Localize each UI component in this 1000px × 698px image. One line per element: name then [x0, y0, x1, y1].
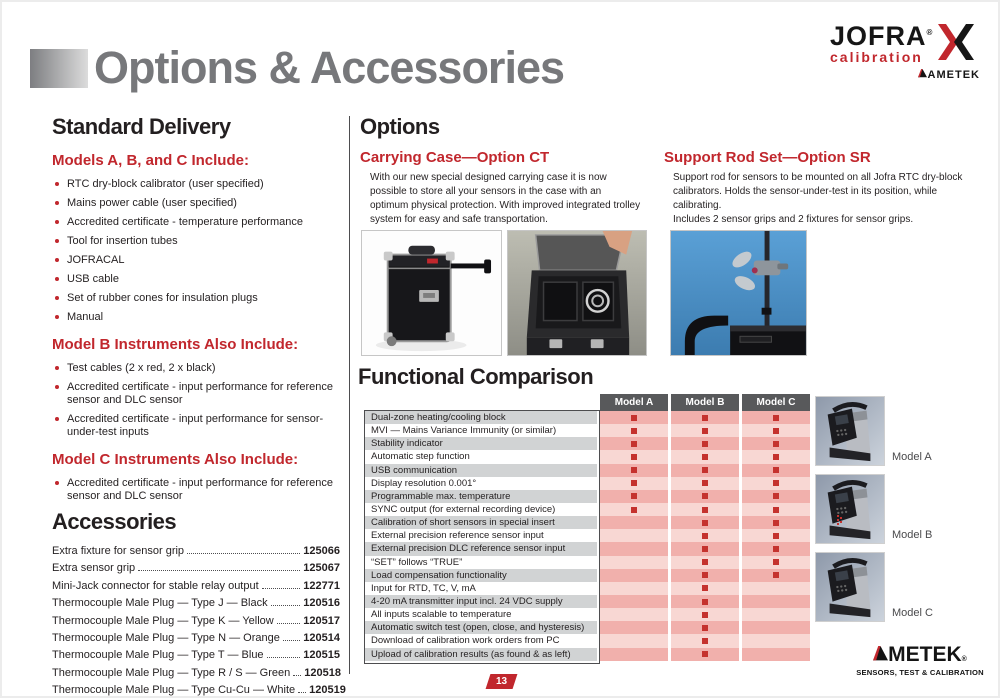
accessory-label: Extra fixture for sensor grip — [52, 545, 185, 557]
comparison-row — [365, 411, 810, 424]
feature-label: All inputs scalable to temperature — [365, 608, 597, 621]
carrying-case-closed-photo — [361, 230, 502, 356]
bullet-icon — [55, 258, 59, 262]
feature-cell — [600, 424, 668, 437]
feature-cell — [742, 569, 810, 582]
feature-cell — [600, 608, 668, 621]
accessories-heading: Accessories — [52, 509, 177, 534]
include-list — [52, 362, 340, 439]
dotted-leader — [187, 545, 300, 554]
comparison-row — [365, 464, 810, 477]
feature-cell — [600, 477, 668, 490]
feature-present-icon — [702, 441, 708, 447]
feature-present-icon — [702, 533, 708, 539]
comparison-row — [365, 648, 810, 661]
comparison-row — [365, 516, 810, 529]
ametek-triangle-icon — [918, 69, 927, 81]
bullet-icon — [55, 481, 59, 485]
feature-cell — [671, 529, 739, 542]
feature-present-icon — [773, 546, 779, 552]
jofra-logo-sub: calibration — [830, 49, 923, 65]
feature-present-icon — [631, 428, 637, 434]
feature-cell — [671, 648, 739, 661]
feature-cell — [742, 411, 810, 424]
registered-mark: ® — [961, 656, 967, 663]
dotted-leader — [262, 580, 301, 589]
dotted-leader — [283, 632, 300, 641]
feature-present-icon — [702, 612, 708, 618]
list-item-text: Set of rubber cones for insulation plugs — [67, 292, 258, 304]
feature-label: Automatic switch test (open, close, and hysteresis) — [365, 621, 597, 634]
list-item — [52, 235, 340, 248]
bullet-icon — [55, 417, 59, 421]
feature-present-icon — [702, 546, 708, 552]
support-rod-text-line1: Support rod for sensors to be mounted on all Jofra RTC dry-block calibrators. Holds the sensor-under-test in its position, while calibrating. — [673, 172, 963, 211]
model-photo-label: Model B — [892, 529, 933, 541]
comparison-row — [365, 595, 810, 608]
feature-cell — [600, 450, 668, 463]
accessory-part-number: 120517 — [303, 614, 340, 627]
feature-cell — [600, 621, 668, 634]
jofra-ametek-text: AMETEK — [927, 69, 980, 81]
feature-label: Display resolution 0.001° — [365, 477, 597, 490]
ametek-brand-text: METEK — [888, 643, 962, 666]
feature-cell — [742, 634, 810, 647]
carrying-case-heading: Carrying Case—Option CT — [360, 149, 550, 166]
feature-label: External precision DLC reference sensor input — [365, 542, 597, 555]
accessory-row — [52, 684, 346, 697]
model-photo-block — [815, 474, 995, 544]
list-item-text: Accredited certificate - temperature performance — [67, 216, 303, 228]
comparison-row — [365, 569, 810, 582]
feature-cell — [742, 516, 810, 529]
comparison-table-header — [365, 394, 810, 411]
comparison-row — [365, 621, 810, 634]
feature-cell — [742, 464, 810, 477]
model-photo-block — [815, 396, 995, 466]
accessory-row — [52, 597, 340, 609]
ametek-footer-logo — [845, 643, 995, 677]
model-b-connector-icons — [837, 515, 839, 517]
feature-present-icon — [631, 480, 637, 486]
feature-label: MVI — Mains Variance Immunity (or similar) — [365, 424, 597, 437]
feature-present-icon — [631, 467, 637, 473]
feature-cell — [742, 477, 810, 490]
comparison-row — [365, 556, 810, 569]
list-item-text: RTC dry-block calibrator (user specified) — [67, 178, 264, 190]
feature-cell — [600, 595, 668, 608]
feature-cell — [742, 529, 810, 542]
feature-present-icon — [773, 520, 779, 526]
standard-delivery-groups — [52, 152, 340, 503]
jofra-double-chevron-icon — [938, 22, 974, 67]
feature-cell — [600, 648, 668, 661]
include-group-heading: Models A, B, and C Include: — [52, 152, 249, 169]
feature-cell — [671, 464, 739, 477]
rtc-calibrator-photo — [815, 552, 885, 622]
comparison-row — [365, 542, 810, 555]
list-item — [52, 216, 340, 229]
feature-cell — [671, 542, 739, 555]
column-header-spacer — [365, 394, 597, 411]
support-rod-photo — [670, 230, 807, 356]
feature-present-icon — [702, 415, 708, 421]
feature-present-icon — [702, 559, 708, 565]
feature-cell — [600, 556, 668, 569]
bullet-icon — [55, 385, 59, 389]
comparison-row — [365, 437, 810, 450]
feature-present-icon — [702, 651, 708, 657]
feature-present-icon — [773, 454, 779, 460]
feature-cell — [600, 464, 668, 477]
feature-cell — [600, 542, 668, 555]
accessory-label: Mini-Jack connector for stable relay output — [52, 579, 259, 592]
include-list — [52, 178, 340, 324]
accessory-label: Thermocouple Male Plug — Type Cu-Cu — White — [52, 684, 296, 697]
comparison-row — [365, 477, 810, 490]
jofra-logo-name: JOFRA — [830, 21, 927, 51]
ametek-tagline: SENSORS, TEST & CALIBRATION — [856, 668, 984, 677]
dotted-leader — [293, 667, 301, 676]
feature-label: External precision reference sensor input — [365, 529, 597, 542]
list-item — [52, 477, 340, 503]
options-heading: Options — [360, 114, 440, 139]
accessory-part-number: 120516 — [303, 597, 340, 610]
feature-present-icon — [631, 415, 637, 421]
column-header: Model B — [671, 394, 739, 411]
feature-present-icon — [773, 428, 779, 434]
feature-label: Calibration of short sensors in special insert — [365, 516, 597, 529]
accessory-row — [52, 615, 340, 627]
feature-cell — [742, 490, 810, 503]
comparison-row — [365, 424, 810, 437]
feature-cell — [671, 477, 739, 490]
bullet-icon — [55, 239, 59, 243]
rtc-calibrator-photo — [815, 396, 885, 466]
feature-cell — [600, 582, 668, 595]
accessory-label: Thermocouple Male Plug — Type N — Orange — [52, 631, 280, 644]
feature-cell — [671, 437, 739, 450]
include-list — [52, 477, 340, 503]
feature-present-icon — [773, 493, 779, 499]
page-number: 13 — [495, 676, 508, 687]
feature-present-icon — [631, 507, 637, 513]
accessories-list — [52, 545, 346, 697]
feature-cell — [742, 595, 810, 608]
comparison-row — [365, 582, 810, 595]
comparison-table — [365, 394, 810, 661]
accessory-part-number: 120519 — [309, 684, 346, 697]
feature-present-icon — [702, 467, 708, 473]
comparison-row — [365, 608, 810, 621]
bullet-icon — [55, 296, 59, 300]
feature-present-icon — [773, 507, 779, 513]
list-item — [52, 311, 340, 324]
feature-label: Programmable max. temperature — [365, 490, 597, 503]
feature-cell — [671, 450, 739, 463]
feature-present-icon — [773, 467, 779, 473]
jofra-logo — [830, 20, 980, 81]
list-item — [52, 362, 340, 375]
list-item — [52, 381, 340, 407]
column-header: Model A — [600, 394, 668, 411]
feature-present-icon — [702, 520, 708, 526]
feature-present-icon — [702, 480, 708, 486]
comparison-row — [365, 503, 810, 516]
feature-cell — [671, 595, 739, 608]
accessory-label: Thermocouple Male Plug — Type R / S — Green — [52, 666, 291, 679]
list-item — [52, 197, 340, 210]
feature-cell — [671, 556, 739, 569]
feature-cell — [671, 569, 739, 582]
list-item-text: Accredited certificate - input performance for reference sensor and DLC sensor — [67, 381, 333, 406]
feature-cell — [742, 608, 810, 621]
feature-cell — [742, 542, 810, 555]
carrying-case-text: With our new special designed carrying case it is now possible to store all your sensors in the case with an optimum physical protection. With improved integrated trolley system for easy and safe transportation. — [370, 172, 641, 225]
feature-present-icon — [631, 441, 637, 447]
accessory-row — [52, 580, 340, 592]
dotted-leader — [267, 649, 301, 658]
feature-present-icon — [773, 533, 779, 539]
feature-label: Load compensation functionality — [365, 569, 597, 582]
feature-cell — [600, 529, 668, 542]
feature-present-icon — [631, 493, 637, 499]
column-divider — [349, 116, 350, 674]
list-item-text: USB cable — [67, 273, 119, 285]
feature-cell — [600, 516, 668, 529]
support-rod-text — [673, 171, 965, 227]
accessory-part-number: 120518 — [304, 666, 341, 679]
list-item-text: Tool for insertion tubes — [67, 235, 178, 247]
accessory-label: Thermocouple Male Plug — Type K — Yellow — [52, 614, 274, 627]
list-item — [52, 413, 340, 439]
feature-label: Input for RTD, TC, V, mA — [365, 582, 597, 595]
feature-cell — [742, 437, 810, 450]
support-rod-text-line2: Includes 2 sensor grips and 2 fixtures for sensor grips. — [673, 214, 914, 225]
feature-label: 4-20 mA transmitter input incl. 24 VDC supply — [365, 595, 597, 608]
feature-present-icon — [702, 454, 708, 460]
feature-cell — [671, 424, 739, 437]
list-item-text: Test cables (2 x red, 2 x black) — [67, 362, 216, 374]
feature-present-icon — [773, 441, 779, 447]
comparison-table-body — [365, 411, 810, 661]
list-item-text: Mains power cable (user specified) — [67, 197, 237, 209]
list-item-text: Manual — [67, 311, 104, 323]
dotted-leader — [271, 597, 301, 606]
standard-delivery-heading: Standard Delivery — [52, 114, 231, 139]
bullet-icon — [55, 366, 59, 370]
feature-cell — [600, 490, 668, 503]
list-item-text: Accredited certificate - input performance for sensor-under-test inputs — [67, 413, 324, 438]
feature-present-icon — [702, 625, 708, 631]
feature-cell — [742, 582, 810, 595]
feature-present-icon — [702, 585, 708, 591]
list-item-text: Accredited certificate - input performance for reference sensor and DLC sensor — [67, 477, 333, 502]
left-column — [52, 114, 346, 698]
dotted-leader — [138, 562, 300, 571]
title-accent-bar — [30, 49, 88, 88]
accessory-part-number: 122771 — [303, 579, 340, 592]
functional-comparison-heading: Functional Comparison — [358, 364, 594, 389]
feature-cell — [671, 503, 739, 516]
comparison-row — [365, 529, 810, 542]
accessory-part-number: 120515 — [303, 649, 340, 662]
feature-label: Download of calibration work orders from PC — [365, 634, 597, 647]
accessory-part-number: 125067 — [303, 562, 340, 575]
bullet-icon — [55, 182, 59, 186]
list-item — [52, 178, 340, 191]
feature-present-icon — [773, 572, 779, 578]
feature-present-icon — [702, 638, 708, 644]
feature-cell — [742, 621, 810, 634]
column-header: Model C — [742, 394, 810, 411]
feature-cell — [671, 490, 739, 503]
bullet-icon — [55, 315, 59, 319]
feature-label: Automatic step function — [365, 450, 597, 463]
feature-cell — [671, 621, 739, 634]
page-number-badge — [486, 674, 518, 689]
feature-present-icon — [773, 415, 779, 421]
feature-label: Upload of calibration results (as found & as left) — [365, 648, 597, 661]
model-photo-column — [815, 396, 995, 630]
accessory-row — [52, 667, 340, 679]
accessory-row — [52, 649, 340, 661]
feature-label: “SET” follows “TRUE” — [365, 556, 597, 569]
feature-cell — [600, 437, 668, 450]
registered-mark: ® — [926, 28, 934, 37]
rtc-calibrator-photo — [815, 474, 885, 544]
carrying-case-open-photo — [507, 230, 647, 356]
support-rod-heading: Support Rod Set—Option SR — [664, 149, 871, 166]
feature-present-icon — [702, 507, 708, 513]
accessory-label: Extra sensor grip — [52, 562, 136, 575]
include-group-heading: Model B Instruments Also Include: — [52, 336, 299, 353]
accessory-row — [52, 632, 340, 644]
dotted-leader — [277, 615, 301, 624]
bullet-icon — [55, 220, 59, 224]
bullet-icon — [55, 277, 59, 281]
feature-cell — [600, 503, 668, 516]
feature-cell — [742, 648, 810, 661]
feature-present-icon — [702, 572, 708, 578]
ametek-triangle-icon — [873, 643, 888, 667]
feature-cell — [671, 582, 739, 595]
feature-present-icon — [773, 559, 779, 565]
page-title: Options & Accessories — [94, 42, 565, 93]
feature-label: SYNC output (for external recording device) — [365, 503, 597, 516]
feature-cell — [671, 608, 739, 621]
comparison-row — [365, 450, 810, 463]
accessory-label: Thermocouple Male Plug — Type T — Blue — [52, 649, 264, 662]
feature-cell — [742, 556, 810, 569]
comparison-row — [365, 490, 810, 503]
include-group-heading: Model C Instruments Also Include: — [52, 451, 299, 468]
list-item — [52, 273, 340, 286]
feature-cell — [742, 450, 810, 463]
feature-label: Stability indicator — [365, 437, 597, 450]
feature-cell — [600, 569, 668, 582]
accessory-row — [52, 562, 340, 574]
list-item — [52, 254, 340, 267]
accessory-part-number: 125066 — [303, 545, 340, 557]
feature-label: USB communication — [365, 464, 597, 477]
accessory-part-number: 120514 — [303, 631, 340, 644]
feature-cell — [671, 411, 739, 424]
feature-present-icon — [702, 428, 708, 434]
list-item — [52, 292, 340, 305]
model-photo-block — [815, 552, 995, 622]
model-photo-label: Model C — [892, 607, 933, 619]
model-photo-label: Model A — [892, 451, 932, 463]
feature-cell — [600, 634, 668, 647]
dotted-leader — [298, 684, 306, 693]
feature-cell — [742, 503, 810, 516]
bullet-icon — [55, 201, 59, 205]
feature-cell — [671, 634, 739, 647]
accessory-row — [52, 545, 340, 557]
feature-cell — [600, 411, 668, 424]
comparison-row — [365, 634, 810, 647]
feature-present-icon — [773, 480, 779, 486]
feature-label: Dual-zone heating/cooling block — [365, 411, 597, 424]
accessory-label: Thermocouple Male Plug — Type J — Black — [52, 597, 268, 610]
feature-cell — [742, 424, 810, 437]
feature-cell — [671, 516, 739, 529]
feature-present-icon — [702, 599, 708, 605]
feature-present-icon — [631, 454, 637, 460]
feature-present-icon — [702, 493, 708, 499]
list-item-text: JOFRACAL — [67, 254, 125, 266]
